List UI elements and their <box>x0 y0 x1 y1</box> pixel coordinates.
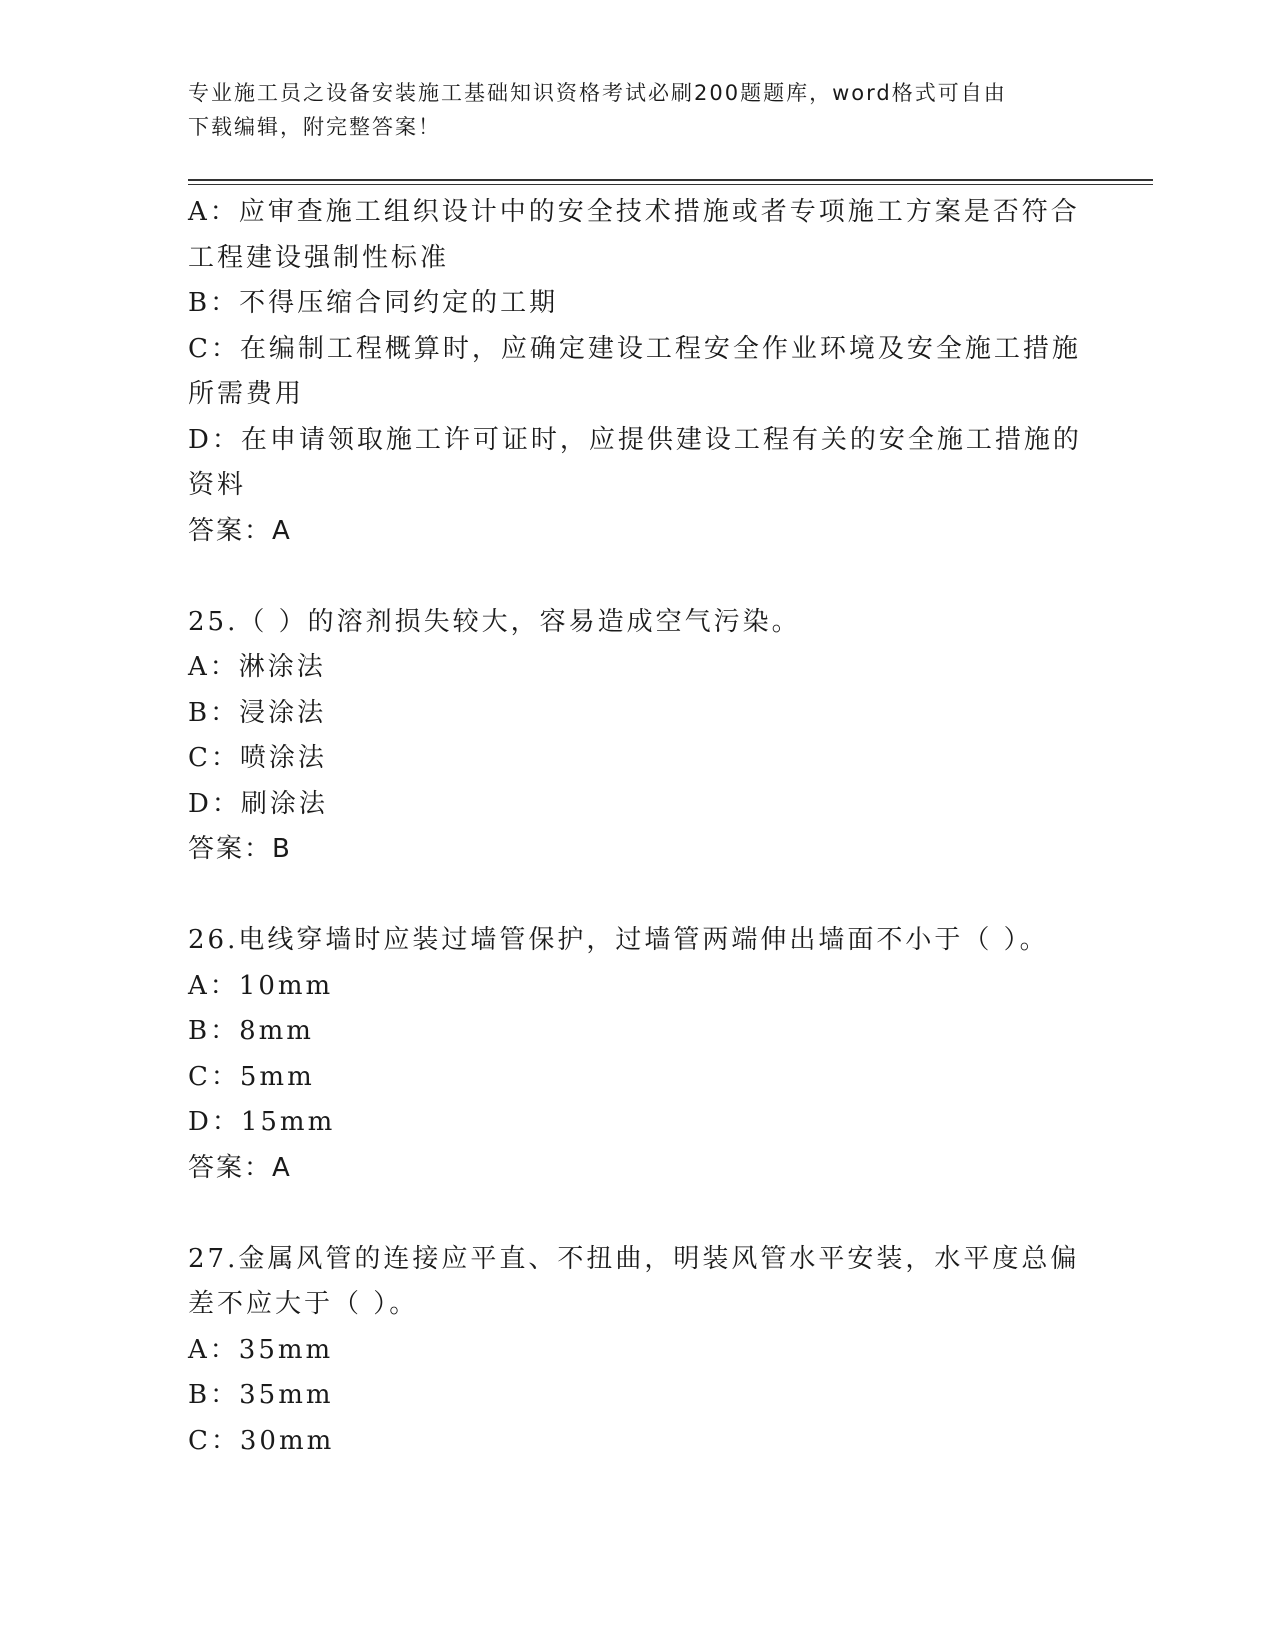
q24-option-b: B：不得压缩合同约定的工期 <box>188 288 559 318</box>
header-line-2: 下载编辑，附完整答案！ <box>188 115 441 139</box>
q25-stem: 25.（ ）的溶剂损失较大，容易造成空气污染。 <box>188 606 801 637</box>
q24-option-d-line-1: D：在申请领取施工许可证时，应提供建设工程有关的安全施工措施的 <box>188 424 1082 455</box>
q27-option-a: A：35mm <box>188 1334 334 1365</box>
spacer <box>188 1191 1088 1237</box>
q24-option-a-line-1: A：应审查施工组织设计中的安全技术措施或者专项施工方案是否符合 <box>188 197 1080 227</box>
q26-option-b: B：8mm <box>188 1016 314 1046</box>
question-24 <box>188 190 1088 554</box>
q24-answer: 答案：A <box>188 515 292 546</box>
q25-option-c: C：喷涂法 <box>188 743 327 773</box>
q24-option-d-line-2: 资料 <box>188 470 247 500</box>
q26-stem: 26.电线穿墙时应装过墙管保护，过墙管两端伸出墙面不小于（ ）。 <box>188 925 1049 955</box>
q26-answer: 答案：A <box>188 1152 292 1183</box>
q25-option-d: D：刷涂法 <box>188 788 328 819</box>
question-25 <box>188 600 1088 873</box>
q27-option-c: C：30mm <box>188 1425 335 1456</box>
q26-option-d: D：15mm <box>188 1107 336 1137</box>
document-header <box>188 76 1068 144</box>
spacer <box>188 873 1088 919</box>
q25-answer: 答案：B <box>188 834 292 864</box>
q25-option-b: B：浸涂法 <box>188 697 327 728</box>
q24-option-c-line-2: 所需费用 <box>188 379 305 409</box>
q27-stem-line-2: 差不应大于（ ）。 <box>188 1289 419 1319</box>
q26-option-a: A：10mm <box>188 970 334 1001</box>
q26-option-c: C：5mm <box>188 1061 315 1092</box>
question-list <box>188 190 1088 1464</box>
spacer <box>188 554 1088 600</box>
question-27 <box>188 1237 1088 1465</box>
q24-option-c-line-1: C：在编制工程概算时，应确定建设工程安全作业环境及安全施工措施 <box>188 333 1081 364</box>
q25-option-a: A：淋涂法 <box>188 652 326 682</box>
q27-stem-line-1: 27.金属风管的连接应平直、不扭曲，明装风管水平安装，水平度总偏 <box>188 1243 1080 1274</box>
header-divider-thin <box>188 184 1153 185</box>
header-line-1: 专业施工员之设备安装施工基础知识资格考试必刷200题题库，word格式可自由 <box>188 81 1007 105</box>
question-26 <box>188 918 1088 1191</box>
q27-option-b: B：35mm <box>188 1380 334 1410</box>
q24-option-a-line-2: 工程建设强制性标准 <box>188 242 450 273</box>
header-divider-thick <box>188 179 1153 181</box>
